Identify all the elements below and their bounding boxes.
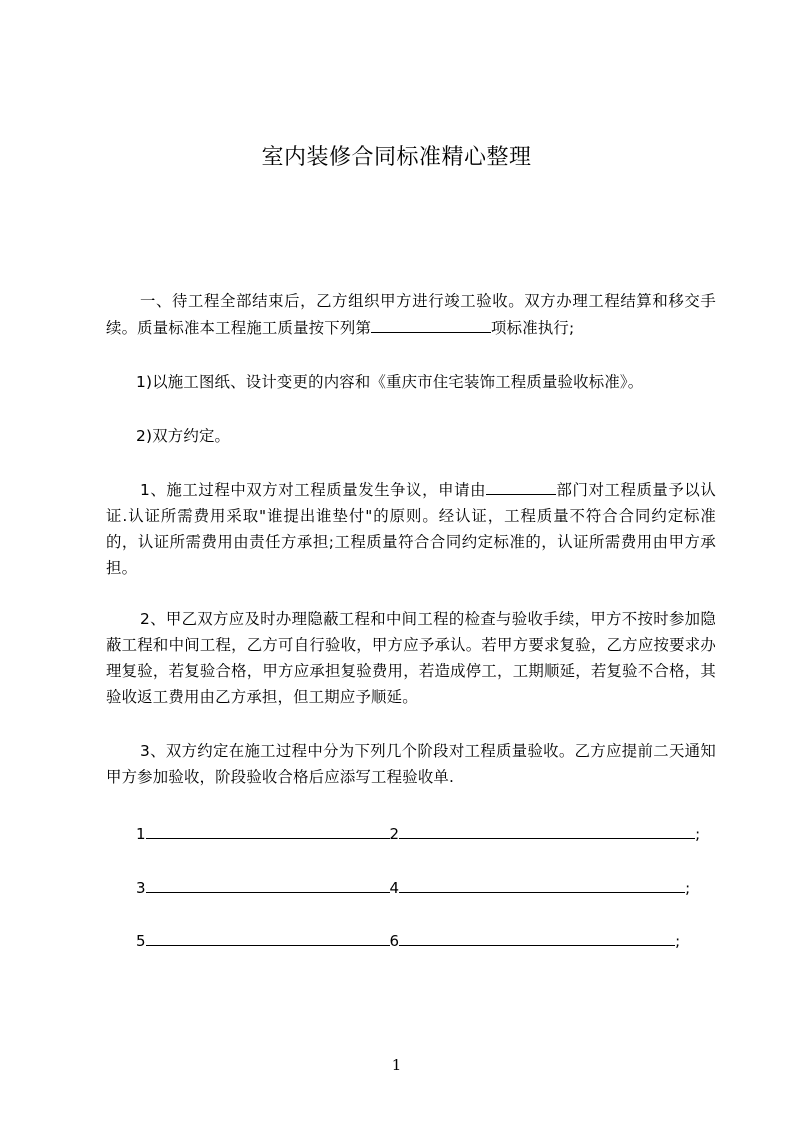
stage-row (136, 822, 700, 845)
paragraph-standard-1: 1)以施工图纸、设计变更的内容和《重庆市住宅装饰工程质量验收标准》。 (136, 373, 644, 391)
stage-blank[interactable] (399, 876, 685, 893)
stage-blank[interactable] (146, 822, 390, 839)
stage-number: 1 (136, 825, 146, 843)
paragraph-text: 部门对工程质量予以认证.认证所需费用采取"谁提出谁垫付"的原则。经认证，工程质量不符合合同约定标准的，认证所需费用由责任方承担;工程质量符合合同约定标准的，认证所需费用由甲方承担。 (106, 481, 716, 577)
paragraph-text: 1、施工过程中双方对工程质量发生争议，申请由 (140, 481, 487, 499)
stage-end-mark: ; (695, 825, 701, 843)
paragraph-standard-2: 2)双方约定。 (136, 427, 231, 445)
stage-end-mark: ; (675, 932, 681, 950)
standard-item-blank[interactable] (371, 314, 491, 333)
paragraph-acceptance (106, 288, 716, 341)
stage-end-mark: ; (685, 879, 691, 897)
stage-number: 5 (136, 932, 146, 950)
stage-blank[interactable] (399, 929, 675, 946)
stage-number: 4 (389, 879, 400, 897)
paragraph-dispute (106, 476, 716, 581)
page-number: 1 (391, 1056, 402, 1074)
paragraph-stage-acceptance: 3、双方约定在施工过程中分为下列几个阶段对工程质量验收。乙方应提前二天通知甲方参加验收，阶段验收合格后应添写工程验收单. (106, 742, 716, 786)
stage-blank[interactable] (399, 822, 695, 839)
stage-number: 6 (389, 932, 400, 950)
stage-row (136, 876, 690, 899)
department-blank[interactable] (486, 476, 556, 495)
paragraph-hidden-works: 2、甲乙双方应及时办理隐蔽工程和中间工程的检查与验收手续，甲方不按时参加隐蔽工程和中间工程，乙方可自行验收，甲方应予承认。若甲方要求复验，乙方应按要求办理复验，若复验合格，甲方应承担复验费用，若造成停工，工期顺延，若复验不合格，其验收返工费用由乙方承担，但工期应予顺延。 (106, 610, 716, 706)
paragraph-text: 项标准执行; (491, 319, 575, 337)
stage-row (136, 929, 680, 952)
stage-number: 2 (389, 825, 400, 843)
stage-blank[interactable] (146, 929, 390, 946)
document-title: 室内装修合同标准精心整理 (261, 145, 532, 170)
stage-number: 3 (136, 879, 146, 897)
stage-blank[interactable] (146, 876, 390, 893)
paragraph-text: 一、待工程全部结束后，乙方组织甲方进行竣工验收。双方办理工程结算和移交手续。质量标准本工程施工质量按下列第 (106, 292, 716, 337)
